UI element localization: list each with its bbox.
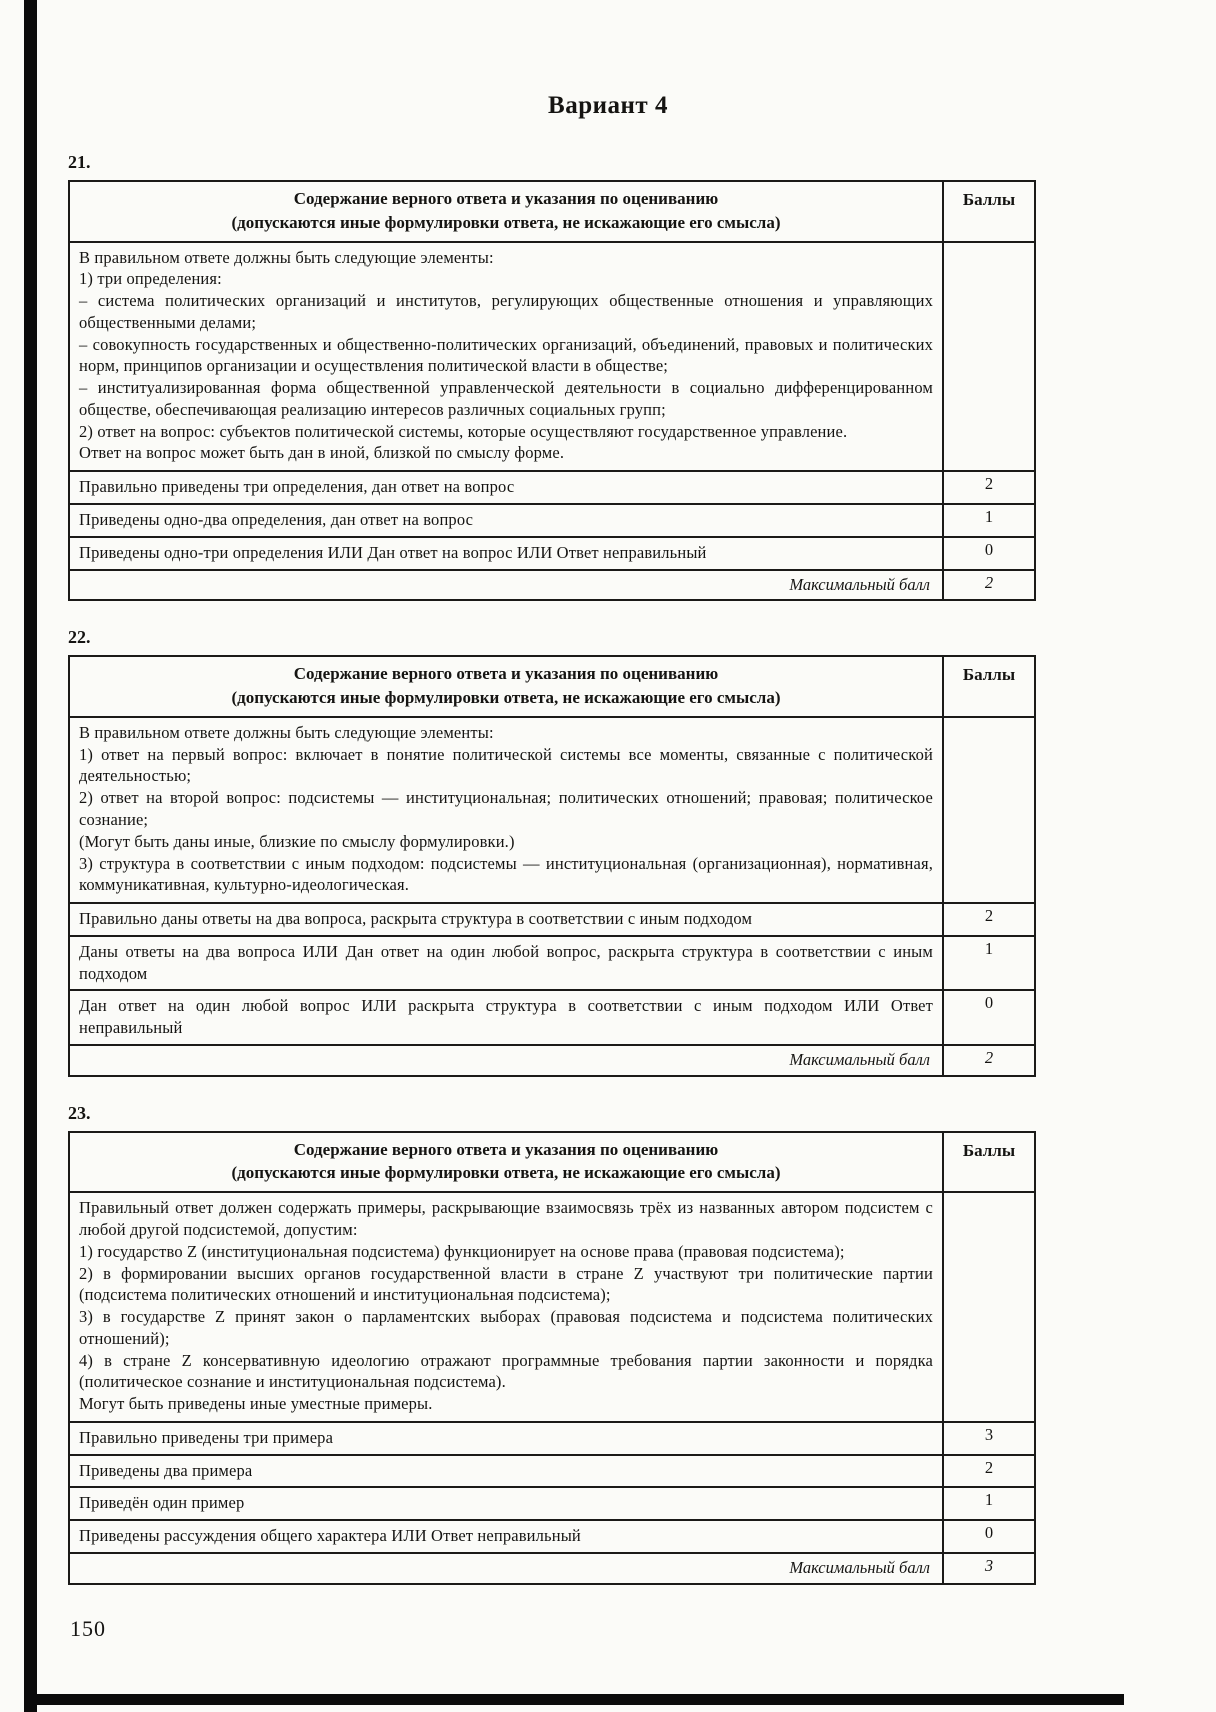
points-header-cell: Баллы [943, 1132, 1035, 1193]
answer-paragraph: В правильном ответе должны быть следующие элементы: [79, 247, 494, 267]
scoring-criteria: Приведены рассуждения общего характера ИЛИ Ответ неправильный [69, 1520, 943, 1553]
scoring-criteria: Дан ответ на один любой вопрос ИЛИ раскрыта структура в соответствии с иным подходом ИЛИ Ответ неправильный [69, 990, 943, 1045]
task-number: 21. [68, 152, 91, 172]
criteria-header-main: Содержание верного ответа и указания по оцениванию [293, 1139, 719, 1159]
scoring-criteria: Приведён один пример [69, 1487, 943, 1520]
criteria-header-main: Содержание верного ответа и указания по оцениванию [293, 664, 719, 684]
scan-edge-left [24, 0, 37, 1712]
page-number: 150 [70, 1616, 106, 1641]
task-number: 23. [68, 1102, 91, 1123]
criteria-header-sub: (допускаются иные формулировки ответа, не искажающие его смысла) [231, 1163, 781, 1183]
answer-row [69, 717, 1035, 903]
scoring-criteria: Правильно приведены три определения, дан ответ на вопрос [69, 471, 943, 504]
scoring-criteria: Даны ответы на два вопроса ИЛИ Дан ответ на один любой вопрос, раскрыта структура в соответствии с иным подходом [69, 936, 943, 991]
page-content [68, 152, 1036, 1585]
scoring-row [69, 936, 1035, 991]
scoring-points: 0 [943, 990, 1035, 1045]
answer-paragraph: (Могут быть даны иные, близкие по смыслу формулировки.) [79, 831, 515, 851]
scoring-row [69, 1455, 1035, 1488]
table-header-row [69, 1132, 1035, 1193]
task-number: 22. [68, 627, 91, 648]
answer-paragraph: Правильный ответ должен содержать примеры, раскрывающие взаимосвязь трёх из названных автором подсистем с любой другой подсистемой, допустим: [79, 1198, 933, 1239]
answer-paragraph: – система политических организаций и институтов, регулирующих общественные отношения и управляющих общественными делами; [79, 291, 933, 332]
scoring-row [69, 537, 1035, 570]
scoring-row [69, 504, 1035, 537]
criteria-header-cell [69, 656, 943, 717]
answer-cell [69, 1192, 943, 1422]
max-score-points: 2 [943, 1045, 1035, 1076]
max-score-row [69, 1553, 1035, 1584]
max-score-row [69, 570, 1035, 601]
scoring-row [69, 471, 1035, 504]
points-cell-empty [943, 242, 1035, 472]
answer-cell [69, 717, 943, 903]
table-header-row [69, 181, 1035, 242]
answer-paragraph: 2) ответ на вопрос: субъектов политической системы, которые осуществляют государственное управление. [79, 421, 848, 441]
answer-paragraph: 1) ответ на первый вопрос: включает в понятие политической системы все моменты, связанные с политической деятельностью; [79, 744, 933, 786]
scoring-table-21 [68, 180, 1036, 601]
points-cell-empty [943, 1192, 1035, 1422]
answer-paragraph: 3) в государстве Z принят закон о парламентских выборах (правовая подсистема и подсистема политических отношений); [79, 1307, 933, 1348]
answer-paragraph: – совокупность государственных и общественно-политических организаций, объединений, правовых и политических норм, принципов организации и осуществления политической власти в обществе; [79, 334, 933, 376]
scoring-points: 0 [943, 537, 1035, 570]
answer-paragraph: 3) структура в соответствии с иным подходом: подсистемы — институциональная (организационная), нормативная, коммуникативная, культурно-идеологическая. [79, 853, 933, 895]
points-cell-empty [943, 717, 1035, 903]
scoring-row [69, 1422, 1035, 1455]
scoring-criteria: Правильно даны ответы на два вопроса, раскрыта структура в соответствии с иным подходом [69, 903, 943, 936]
page-title: Вариант 4 [548, 92, 668, 119]
scoring-points: 2 [943, 903, 1035, 936]
answer-row [69, 1192, 1035, 1422]
task-23 [68, 1103, 1036, 1585]
answer-paragraph: – институализированная форма общественной управленческой деятельности в социально дифференцированном обществе, обеспечивающая реализацию интересов различных социальных групп; [79, 378, 933, 419]
scoring-table-23 [68, 1131, 1036, 1585]
answer-paragraph: В правильном ответе должны быть следующие элементы: [79, 722, 494, 742]
scoring-row [69, 1487, 1035, 1520]
answer-paragraph: 2) ответ на второй вопрос: подсистемы — институциональная; политических отношений; правовая; политическое сознание; [79, 788, 933, 829]
criteria-header-cell [69, 181, 943, 242]
answer-paragraph: 4) в стране Z консервативную идеологию отражают программные требования партии законности и порядка (политическое сознание и институциональная подсистема). [79, 1350, 933, 1392]
scoring-row [69, 903, 1035, 936]
max-score-label: Максимальный балл [69, 570, 943, 601]
scoring-criteria: Приведены два примера [69, 1455, 943, 1488]
table-header-row [69, 656, 1035, 717]
answer-row [69, 242, 1035, 472]
task-21 [68, 152, 1036, 601]
max-score-label: Максимальный балл [69, 1553, 943, 1584]
answer-cell [69, 242, 943, 472]
scoring-points: 0 [943, 1520, 1035, 1553]
answer-paragraph: 1) государство Z (институциональная подсистема) функционирует на основе права (правовая подсистема); [79, 1241, 845, 1261]
scoring-points: 2 [943, 471, 1035, 504]
criteria-header-sub: (допускаются иные формулировки ответа, не искажающие его смысла) [231, 688, 781, 708]
points-header-cell: Баллы [943, 181, 1035, 242]
scoring-criteria: Приведены одно-три определения ИЛИ Дан ответ на вопрос ИЛИ Ответ неправильный [69, 537, 943, 570]
scoring-table-22 [68, 655, 1036, 1076]
max-score-points: 3 [943, 1553, 1035, 1584]
answer-paragraph: Ответ на вопрос может быть дан в иной, близкой по смыслу форме. [79, 443, 565, 463]
scan-edge-bottom [24, 1694, 1124, 1705]
answer-paragraph: 2) в формировании высших органов государственной власти в стране Z участвуют три политические партии (подсистема политических отношений и институциональная подсистема); [79, 1263, 933, 1305]
max-score-label: Максимальный балл [69, 1045, 943, 1076]
scoring-row [69, 990, 1035, 1045]
max-score-row [69, 1045, 1035, 1076]
criteria-header-sub: (допускаются иные формулировки ответа, не искажающие его смысла) [231, 212, 781, 232]
answer-paragraph: 1) три определения: [79, 269, 222, 289]
scoring-points: 1 [943, 1487, 1035, 1520]
scoring-row [69, 1520, 1035, 1553]
criteria-header-main: Содержание верного ответа и указания по оцениванию [293, 189, 719, 208]
scoring-points: 2 [943, 1455, 1035, 1488]
points-header-cell: Баллы [943, 656, 1035, 717]
criteria-header-cell [69, 1132, 943, 1193]
scoring-criteria: Правильно приведены три примера [69, 1422, 943, 1455]
scoring-points: 1 [943, 504, 1035, 537]
task-22 [68, 627, 1036, 1076]
answer-paragraph: Могут быть приведены иные уместные примеры. [79, 1394, 433, 1414]
max-score-points: 2 [943, 570, 1035, 601]
scoring-points: 3 [943, 1422, 1035, 1455]
scoring-points: 1 [943, 936, 1035, 991]
scoring-criteria: Приведены одно-два определения, дан ответ на вопрос [69, 504, 943, 537]
